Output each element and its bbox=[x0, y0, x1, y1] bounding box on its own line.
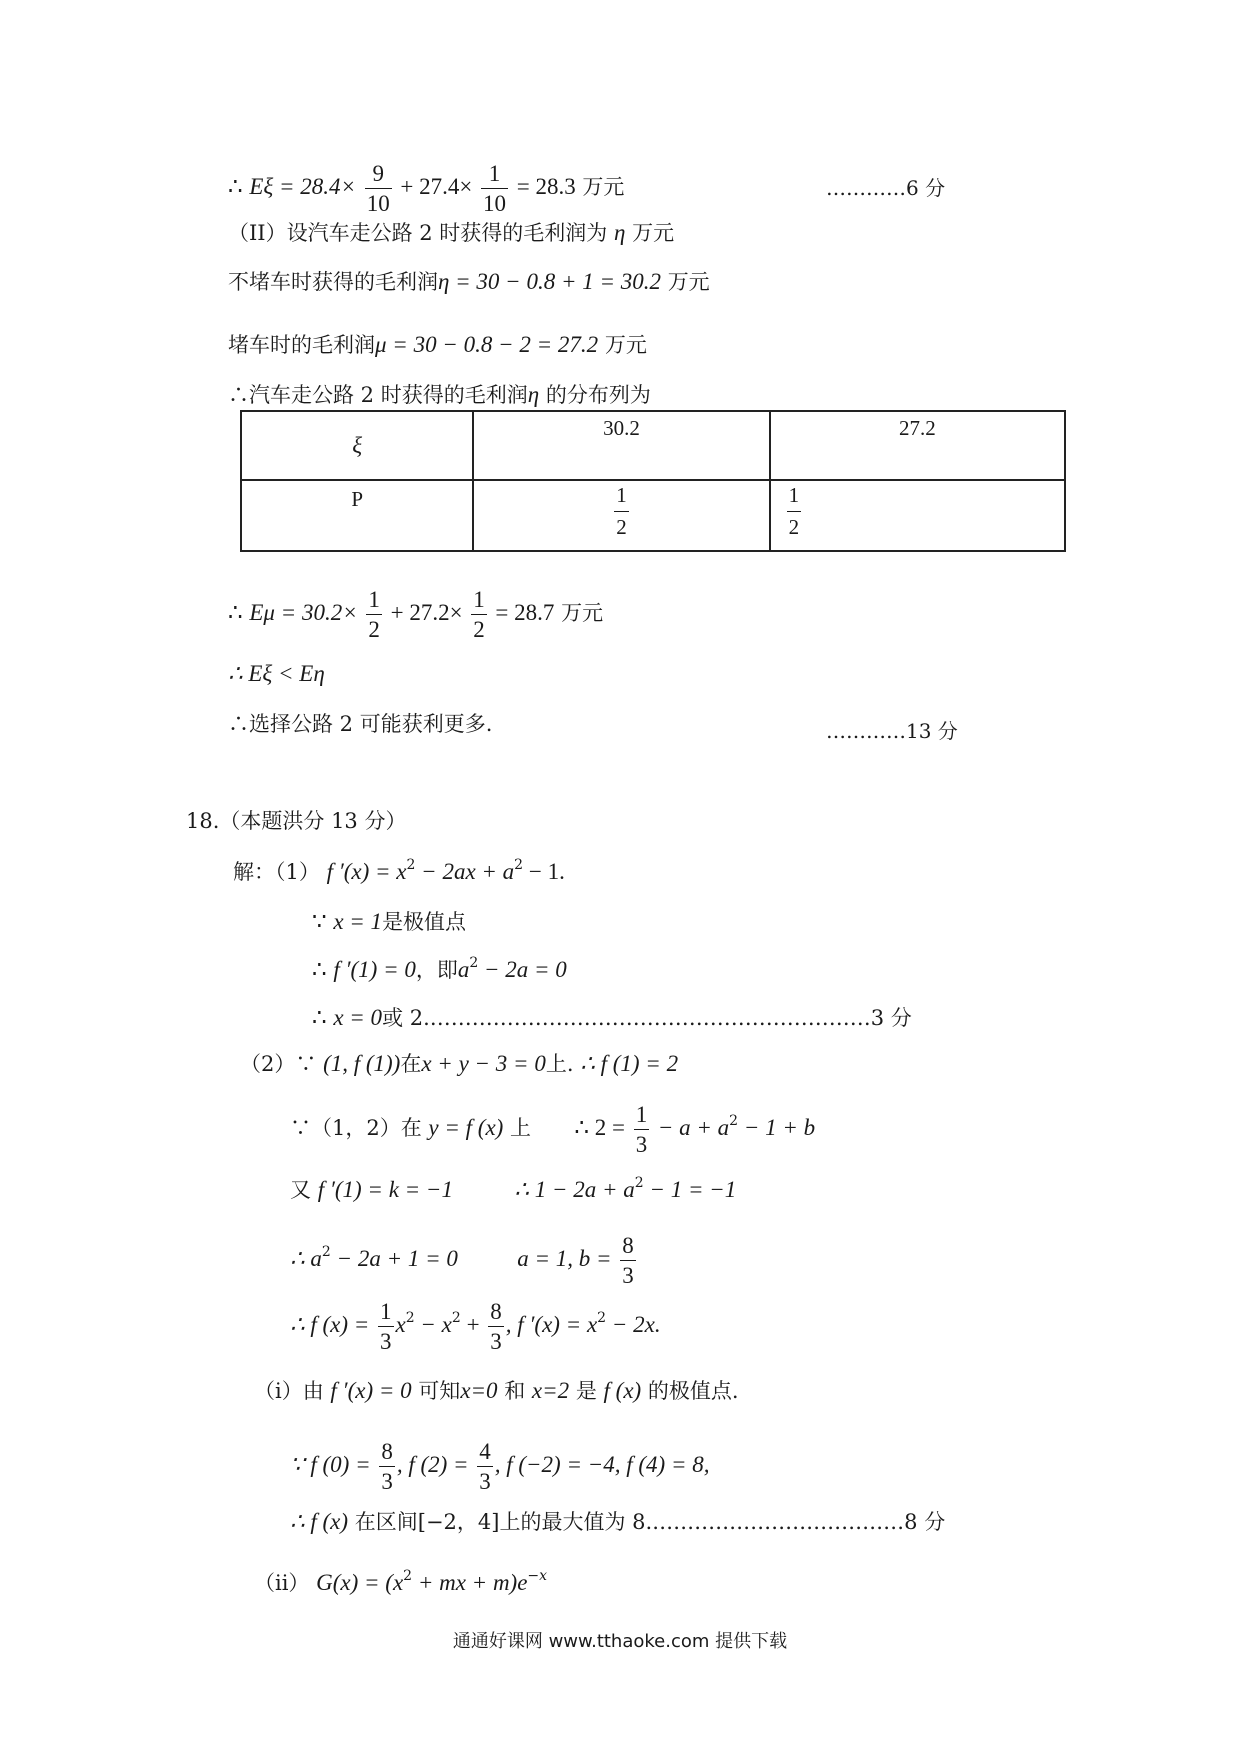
part-i-line: （i）由 f ′(x) = 0 可知x=0 和 x=2 是 f (x) 的极值点. bbox=[254, 1378, 739, 1403]
fraction: $\frac{1}{2}$ bbox=[616, 483, 627, 539]
slope-line: 又 f ′(1) = k = −1 ∴ $1 - 2a + a^2 - 1 = -1$ bbox=[290, 1175, 737, 1202]
solution-a-line: ∴ x = 0或 2.………………………………………………………3 分 bbox=[312, 1005, 912, 1030]
expectation-mu-line: ∴ Eμ = 30.2× $\frac{1}{2}$ + 27.2× $\frac{1}{2}$ = 28.7 万元 bbox=[228, 587, 604, 642]
part-2-start: （2）∵ (1, f (1))在x + y − 3 = 0上. ∴ f (1) = 2 bbox=[240, 1051, 679, 1076]
part-1-derivative: 解：（1） f $'(x) = x^2 - 2ax + a^2 - 1$. bbox=[233, 857, 565, 884]
no-jam-profit: 不堵车时获得的毛利润η = 30 − 0.8 + 1 = 30.2 万元 bbox=[228, 269, 710, 294]
table-cell bbox=[473, 480, 769, 551]
max-value-line: ∴ f (x) 在区间[−2，4]上的最大值为 8.………………………………8 分 bbox=[290, 1509, 946, 1534]
fraction: $\frac{1}{2}$ bbox=[473, 587, 485, 642]
distribution-intro: ∴汽车走公路 2 时获得的毛利润η 的分布列为 bbox=[228, 382, 651, 407]
fraction: $\frac{1}{3}$ bbox=[635, 1102, 648, 1157]
extreme-point-condition: ∵ x = 1是极值点 bbox=[312, 909, 467, 934]
table-cell: 30.2 bbox=[473, 411, 769, 480]
comparison-line: ∴ Eξ < Eη bbox=[228, 661, 325, 686]
score-13: …………13 分 bbox=[826, 719, 958, 743]
fraction: $\frac{8}{3}$ bbox=[490, 1299, 502, 1354]
part-ii-intro: （II）设汽车走公路 2 时获得的毛利润为 η 万元 bbox=[228, 220, 675, 245]
score-6: …………6 分 bbox=[826, 176, 946, 200]
table-cell: ξ bbox=[241, 411, 473, 480]
conclusion-line: ∴选择公路 2 可能获利更多. bbox=[228, 712, 493, 736]
function-values-line: ∵ f (0) = $\frac{8}{3}$ , f (2) = $\frac{4}{3}$ , f (−2) = −4, f (4) = 8, bbox=[290, 1439, 710, 1494]
solve-a-b-line: ∴ $a^2 - 2a + 1 = 0$ a = 1, b = $\frac{8}{3}$ bbox=[290, 1233, 634, 1288]
part-ii-line: （ii） $G(x) = (x^2$ + mx + $m)e^{-x}$ bbox=[254, 1568, 548, 1595]
footer-source: 通通好课网 www.tthaoke.com 提供下载 bbox=[452, 1631, 788, 1652]
expectation-xi-line: ∴ Eξ = 28.4× $\frac{9}{10}$ + 27.4× $\frac{1}{10}$ = 28.3 万元 bbox=[228, 161, 625, 216]
question-18-heading: 18.（本题洪分 13 分） bbox=[186, 809, 407, 833]
table-row bbox=[241, 411, 1065, 480]
fraction: $\frac{1}{10}$ bbox=[483, 161, 507, 216]
table-row bbox=[241, 480, 1065, 551]
table-cell: P bbox=[241, 480, 473, 551]
fraction: $\frac{8}{3}$ bbox=[622, 1233, 634, 1288]
jam-profit: 堵车时的毛利润μ = 30 − 0.8 − 2 = 27.2 万元 bbox=[228, 332, 647, 357]
table-cell: 27.2 bbox=[770, 411, 1065, 480]
fraction: $\frac{1}{2}$ bbox=[368, 587, 380, 642]
fraction: $\frac{1}{2}$ bbox=[788, 483, 800, 539]
fraction: $\frac{9}{10}$ bbox=[366, 161, 390, 216]
fraction: $\frac{1}{3}$ bbox=[380, 1299, 392, 1354]
function-expression-line: ∴ f (x) = $\frac{1}{3}$ $x^2 - x^2$ + $\frac{8}{3}$ , f $'(x) = x^2 - 2x$. bbox=[290, 1299, 661, 1354]
fraction: $\frac{4}{3}$ bbox=[479, 1439, 491, 1494]
table-cell bbox=[770, 480, 1065, 551]
derivative-zero-line: ∴ f ′(1) = 0，即$a^2 - 2a = 0$ bbox=[312, 955, 567, 982]
fraction: $\frac{8}{3}$ bbox=[381, 1439, 393, 1494]
point-on-curve-line: ∵（1，2）在 y = f (x) 上 ∴ 2 = $\frac{1}{3}$ − $a + a^2 - 1 + b$ bbox=[290, 1102, 816, 1157]
distribution-table bbox=[240, 410, 1066, 552]
